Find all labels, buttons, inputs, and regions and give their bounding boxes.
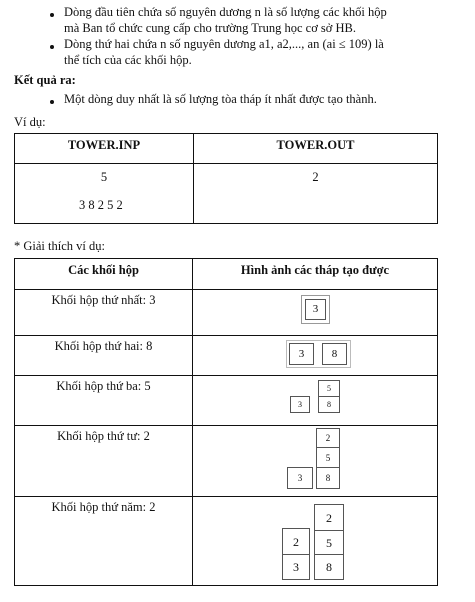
explain-header-boxes: Các khối hộp — [15, 259, 193, 290]
block-3: 3 — [287, 467, 313, 489]
bullet-dot — [50, 100, 54, 104]
explain-row-2-label: Khối hộp thứ hai: 8 — [15, 336, 193, 376]
block-3: 3 — [305, 299, 326, 320]
io-table — [14, 133, 438, 224]
io-inp-cell — [15, 164, 194, 224]
explain-row-1-label: Khối hộp thứ nhất: 3 — [15, 290, 193, 336]
bullet-dot — [50, 13, 54, 17]
io-out-cell — [194, 164, 438, 224]
out-value: 2 — [312, 170, 319, 184]
output-line: Một dòng duy nhất là số lượng tòa tháp ít nhất được tạo thành. — [64, 92, 377, 106]
explain-row-3-label: Khối hộp thứ ba: 5 — [15, 376, 193, 426]
explain-row-5-label: Khối hộp thứ năm: 2 — [15, 497, 193, 586]
block-5: 5 — [316, 447, 340, 469]
block-3: 3 — [282, 554, 310, 580]
block-8: 8 — [316, 467, 340, 489]
explain-row-4-label: Khối hộp thứ tư: 2 — [15, 426, 193, 497]
input-line-1: Dòng đầu tiên chứa số nguyên dương n là số lượng các khối hộp — [64, 5, 387, 19]
example-label: Ví dụ: — [14, 115, 46, 129]
block-5: 5 — [318, 380, 340, 398]
inp-line-2: 3 8 2 5 2 — [79, 198, 123, 212]
explain-table — [14, 258, 438, 586]
output-heading: Kết quả ra: — [14, 73, 76, 87]
io-header-out: TOWER.OUT — [194, 134, 438, 164]
inp-line-1: 5 — [100, 170, 108, 184]
block-8: 8 — [318, 396, 340, 413]
input-line-4: thể tích của các khối hộp. — [64, 53, 192, 67]
io-header-inp: TOWER.INP — [15, 134, 194, 164]
block-8: 8 — [314, 554, 344, 580]
block-2: 2 — [316, 428, 340, 449]
input-line-3: Dòng thứ hai chứa n số nguyên dương a1, a2,..., an (ai ≤ 109) là — [64, 37, 384, 51]
block-3: 3 — [289, 343, 314, 365]
block-3: 3 — [290, 396, 310, 413]
explain-row-4-image — [193, 426, 438, 497]
block-2: 2 — [282, 528, 310, 556]
block-2: 2 — [314, 504, 344, 532]
explain-row-3-image — [193, 376, 438, 426]
explain-header-towers: Hình ảnh các tháp tạo được — [193, 259, 438, 290]
block-8: 8 — [322, 343, 347, 365]
bullet-dot — [50, 45, 54, 49]
input-line-2: mà Ban tổ chức cung cấp cho trường Trung học cơ sở HB. — [64, 21, 357, 35]
block-5: 5 — [314, 530, 344, 556]
explain-label: * Giải thích ví dụ: — [14, 239, 105, 253]
